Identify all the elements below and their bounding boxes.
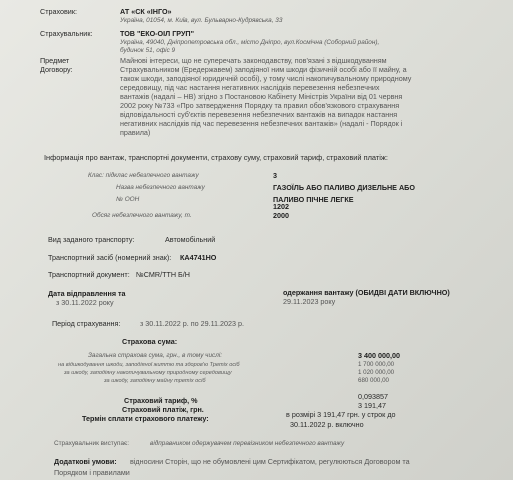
transport-document-label: Транспортний документ: <box>48 270 130 279</box>
insured-role-value: відправником одержувачем перевізником небезпечного вантажу <box>150 440 345 447</box>
sub-sum-property-label: за шкоду, заподіяну майну третіх осіб <box>104 378 206 384</box>
subject-text-line: також шкоди, заподіяної юридичній особі), у тому числі накопичувальному природному <box>120 74 412 83</box>
subject-text-line: правила) <box>120 128 151 137</box>
subject-text-line: вантажів (надалі – НВ) згідно з Постановою Кабінету Міністрів України від 01 червня <box>120 92 403 101</box>
subject-text-line: негативних наслідків під час перевезення небезпечних вантажів» (надалі - Порядок і <box>120 119 403 128</box>
shipping-date-value: з 30.11.2022 року <box>56 298 114 307</box>
transport-vehicle-value: КА4741НО <box>180 253 217 262</box>
policyholder-address-line1: Україна, 49040, Дніпропетровська обл., місто Дніпро, вул.Космічна (Соборний район), <box>120 39 380 46</box>
insurer-label: Страховик: <box>40 7 77 16</box>
cargo-volume-value: 2000 <box>273 211 289 220</box>
subject-text-line: Майнові інтереси, що не суперечать законодавству, пов'язані з відшкодуванням <box>120 56 387 65</box>
tariff-rate-value: 0,093857 <box>358 392 388 401</box>
insured-role-label: Страхувальник виступає: <box>54 440 130 447</box>
payment-term-label: Термін сплати страхового платежу: <box>82 414 209 423</box>
cargo-volume-label: Обсяг небезпечного вантажу, т. <box>92 212 192 219</box>
transport-vehicle-label: Транспортний засіб (номерний знак): <box>48 253 172 262</box>
transport-type-label: Вид заданого транспорту: <box>48 235 135 244</box>
cargo-class-label: Клас: підклас небезпечного вантажу <box>88 172 199 179</box>
subject-text-line: Страхувальником (Ередержавем) заподіяної ним шкоди фізичній особі або її майну, а <box>120 65 407 74</box>
cargo-un-label: № ООН <box>116 196 140 203</box>
insurance-payment-label: Страховий платіж, грн. <box>122 405 204 414</box>
insurance-period-label: Період страхування: <box>52 319 121 328</box>
policyholder-address-line2: будинок 51, офіс 9 <box>120 47 176 54</box>
sub-sum-environment-label: за шкоду, заподіяну накопичувальному природному середовищу <box>64 370 232 376</box>
extra-conditions-line1: відносини Сторін, що не обумовлені цим Сертифікатом, регулюються Договором та <box>130 457 410 466</box>
extra-conditions-label: Додаткові умови: <box>54 457 117 466</box>
subject-text-line: 2002 року №733 «Про затвердження Порядку та правил обов'язкового страхування <box>120 101 400 110</box>
cargo-name-label: Назва небезпечного вантажу <box>116 184 205 191</box>
receiving-date-label: одержання вантажу (ОБИДВІ ДАТИ ВКЛЮЧНО) <box>283 288 450 297</box>
payment-term-value-line1: в розмірі 3 191,47 грн. у строк до <box>286 410 396 419</box>
payment-term-value-line2: 30.11.2022 р. включно <box>290 420 364 429</box>
subject-label-line2: Договору: <box>40 65 73 74</box>
shipping-date-label: Дата відправлення та <box>48 289 126 298</box>
subject-text-line: середовищу, під час настання негативних наслідків перевезення небезпечних <box>120 83 380 92</box>
subject-label-line1: Предмет <box>40 56 70 65</box>
transport-document-value: №CMR/TTH Б/Н <box>136 270 190 279</box>
insurance-period-value: з 30.11.2022 р. по 29.11.2023 р. <box>140 319 245 328</box>
insured-sum-heading: Страхова сума: <box>122 337 178 346</box>
insurance-payment-value: 3 191,47 <box>358 401 386 410</box>
sub-sum-environment-value: 1 020 000,00 <box>358 369 395 376</box>
insurer-address: Україна, 01054, м. Київ, вул. Бульварно-Кудрявська, 33 <box>120 17 283 24</box>
extra-conditions-line2: Порядком і правилами <box>54 468 130 477</box>
cargo-class-value: 3 <box>273 171 277 180</box>
tariff-rate-label: Страховий тариф, % <box>124 396 198 405</box>
cargo-un-value: 1202 <box>273 202 289 211</box>
total-sum-label: Загальна страхова сума, грн., в тому числі: <box>88 352 223 359</box>
cargo-name-value-line2: ПАЛИВО ПІЧНЕ ЛЕГКЕ <box>273 195 354 204</box>
transport-type-value: Автомобільний <box>165 235 216 244</box>
sub-sum-property-value: 680 000,00 <box>358 377 389 384</box>
info-section-heading: Інформація про вантаж, транспортні документи, страхову суму, страховий тариф, страховий платіж: <box>44 153 388 162</box>
subject-text-line: відповідальності суб'єктів перевезення небезпечних вантажів на випадок настання <box>120 110 398 119</box>
total-sum-value: 3 400 000,00 <box>358 351 400 360</box>
policyholder-label: Страхувальник: <box>40 29 93 38</box>
receiving-date-value: 29.11.2023 року <box>283 297 336 306</box>
sub-sum-life-value: 1 700 000,00 <box>358 361 395 368</box>
policyholder-name: ТОВ "ЕКО-ОІЛ ГРУП" <box>120 29 195 38</box>
cargo-name-value-line1: ГАЗОЇЛЬ АБО ПАЛИВО ДИЗЕЛЬНЕ АБО <box>273 183 415 192</box>
insurer-name: АТ «СК «ІНГО» <box>120 7 172 16</box>
sub-sum-life-label: на відшкодування шкоди, заподіяної життю та здоров'ю Третіх осіб <box>58 362 240 368</box>
